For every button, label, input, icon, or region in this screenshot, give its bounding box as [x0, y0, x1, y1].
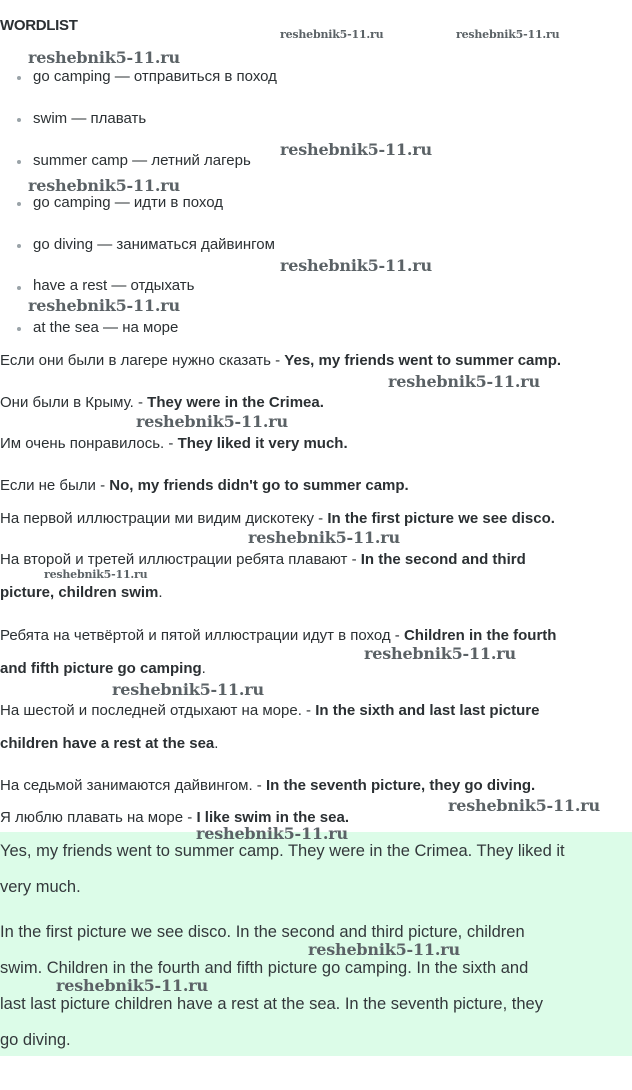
watermark: reshebnik5-11.ru	[280, 28, 384, 41]
answer-line: In the first picture we see disco. In the second and third picture, children	[0, 923, 525, 941]
text-line	[0, 352, 561, 369]
line-en: Yes, my friends went to summer camp.	[284, 352, 562, 369]
watermark: reshebnik5-11.ru	[112, 680, 264, 699]
bullet-dot	[17, 244, 21, 248]
line-ru: На второй и третей иллюстрации ребята плавают -	[0, 551, 361, 568]
watermark: reshebnik5-11.ru	[28, 176, 180, 195]
line-ru: Если не были -	[0, 477, 110, 494]
watermark: reshebnik5-11.ru	[136, 412, 288, 431]
text-line	[0, 394, 324, 411]
watermark: reshebnik5-11.ru	[280, 140, 432, 159]
line-ru: Если они были в лагере нужно сказать -	[0, 352, 285, 369]
text-line	[0, 551, 526, 568]
bullet-dot	[17, 202, 21, 206]
text-line-continued: and fifth picture go camping.	[0, 660, 206, 677]
text-line-continued: picture, children swim.	[0, 584, 163, 601]
text-line-continued: children have a rest at the sea.	[0, 735, 219, 752]
bullet-dot	[17, 286, 21, 290]
watermark: reshebnik5-11.ru	[456, 28, 560, 41]
line-en: In the seventh picture, they go diving.	[265, 777, 536, 794]
wordlist-title: WORDLIST	[0, 17, 78, 34]
line-en: In the first picture we see disco.	[327, 510, 555, 527]
wordlist-item: go camping — идти в поход	[33, 194, 223, 211]
line-ru: На шестой и последней отдыхают на море. -	[0, 702, 316, 719]
line-ru: Я люблю плавать на море -	[0, 809, 197, 826]
line-en: They were in the Crimea.	[147, 394, 324, 411]
answer-line: go diving.	[0, 1031, 71, 1049]
line-en: picture, children swim	[0, 584, 159, 601]
wordlist-item: summer camp — летний лагерь	[33, 152, 251, 169]
line-ru: Они были в Крыму. -	[0, 394, 148, 411]
bullet-dot	[17, 118, 21, 122]
line-ru: Им очень понравилось. -	[0, 435, 178, 452]
line-en: No, my friends didn't go to summer camp.	[109, 477, 409, 494]
wordlist-item: have a rest — отдыхать	[33, 277, 195, 294]
line-ru: На седьмой занимаются дайвингом. -	[0, 777, 266, 794]
wordlist-item: go camping — отправиться в поход	[33, 68, 277, 85]
answer-line: swim. Children in the fourth and fifth picture go camping. In the sixth and	[0, 959, 529, 977]
line-en: I like swim in the sea.	[196, 809, 350, 826]
line-en: They liked it very much.	[177, 435, 348, 452]
bullet-dot	[17, 327, 21, 331]
watermark: reshebnik5-11.ru	[388, 372, 540, 391]
answer-line: last last picture children have a rest at the sea. In the seventh picture, they	[0, 995, 543, 1013]
text-line	[0, 510, 555, 527]
wordlist-item: at the sea — на море	[33, 319, 179, 336]
line-ru: На первой иллюстрации ми видим дискотеку -	[0, 510, 328, 527]
line-en: Children in the fourth	[403, 627, 557, 644]
watermark: reshebnik5-11.ru	[448, 796, 600, 815]
text-line	[0, 777, 535, 794]
watermark: reshebnik5-11.ru	[280, 256, 432, 275]
watermark: reshebnik5-11.ru	[28, 296, 180, 315]
watermark: reshebnik5-11.ru	[28, 48, 180, 67]
text-line	[0, 477, 409, 494]
line-en: In the second and third	[360, 551, 526, 568]
text-line	[0, 627, 556, 644]
wordlist-item: go diving — заниматься дайвингом	[33, 236, 275, 253]
line-en: and fifth picture go camping	[0, 660, 202, 677]
answer-line: very much.	[0, 878, 81, 896]
watermark: reshebnik5-11.ru	[196, 824, 348, 843]
line-en: children have a rest at the sea	[0, 735, 215, 752]
answer-line: Yes, my friends went to summer camp. They were in the Crimea. They liked it	[0, 842, 565, 860]
bullet-dot	[17, 160, 21, 164]
wordlist-item: swim — плавать	[33, 110, 147, 127]
watermark: reshebnik5-11.ru	[44, 568, 148, 581]
watermark: reshebnik5-11.ru	[364, 644, 516, 663]
line-ru: Ребята на четвёртой и пятой иллюстрации идут в поход -	[0, 627, 404, 644]
text-line	[0, 435, 348, 452]
watermark: reshebnik5-11.ru	[248, 528, 400, 547]
line-en: In the sixth and last last picture	[315, 702, 540, 719]
watermark: reshebnik5-11.ru	[308, 940, 460, 959]
bullet-dot	[17, 76, 21, 80]
text-line	[0, 702, 539, 719]
watermark: reshebnik5-11.ru	[56, 976, 208, 995]
